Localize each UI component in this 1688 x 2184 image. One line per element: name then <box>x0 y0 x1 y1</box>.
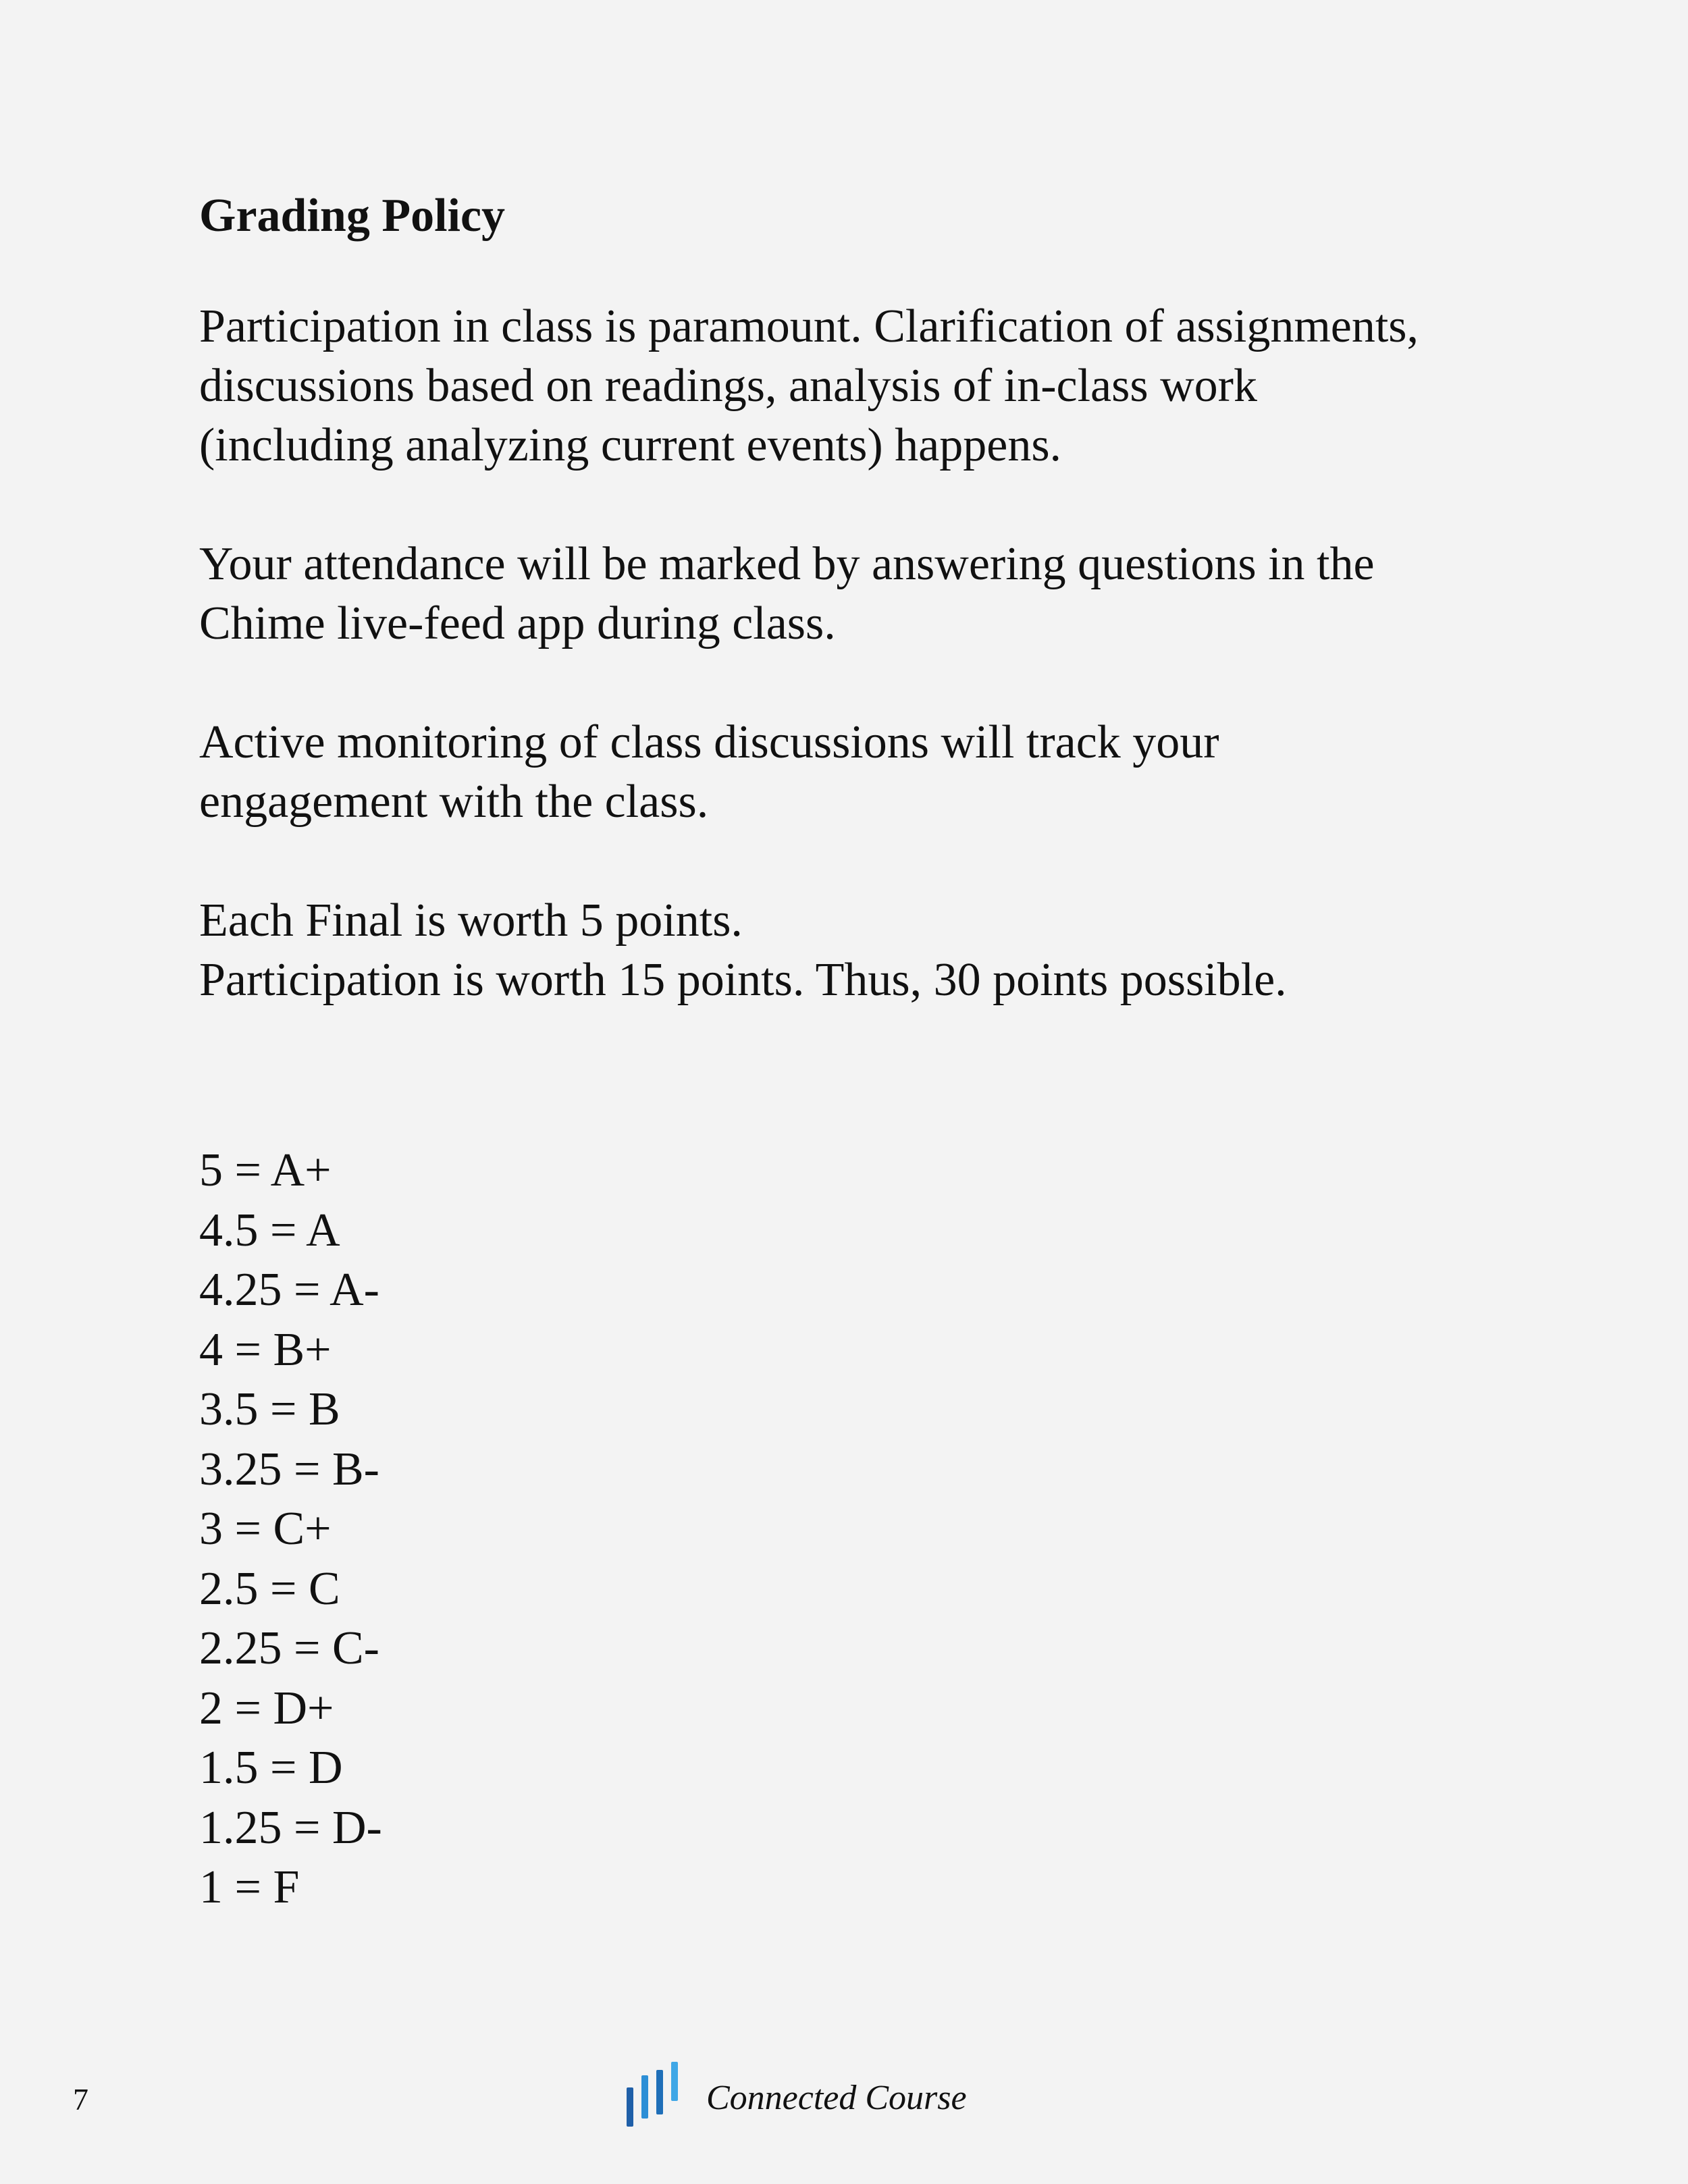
page-number: 7 <box>73 2082 88 2116</box>
grade-scale-row: 2 = D+ <box>199 1682 334 1734</box>
paragraph-line: discussions based on readings, analysis of in-class work <box>199 360 1257 412</box>
paragraph-line: (including analyzing current events) happens. <box>199 419 1062 471</box>
paragraph-line: Participation in class is paramount. Clarification of assignments, <box>199 300 1419 352</box>
logo-bar <box>656 2070 663 2114</box>
grade-scale-row: 3.5 = B <box>199 1383 340 1435</box>
grade-scale-row: 2.5 = C <box>199 1562 340 1615</box>
points-line: Participation is worth 15 points. Thus, 30 points possible. <box>199 954 1287 1006</box>
grade-scale-row: 1 = F <box>199 1861 300 1913</box>
paragraph-attendance <box>199 535 1550 654</box>
paragraph-line: engagement with the class. <box>199 776 709 828</box>
grade-scale-row: 5 = A+ <box>199 1144 332 1196</box>
page-content <box>199 182 1550 1010</box>
grade-scale <box>199 1141 382 1918</box>
logo-bar <box>641 2075 648 2119</box>
paragraph-participation <box>199 297 1550 475</box>
paragraph-monitoring <box>199 713 1550 832</box>
paragraph-line: Your attendance will be marked by answering questions in the <box>199 538 1375 590</box>
grade-scale-row: 3.25 = B- <box>199 1443 379 1495</box>
grade-scale-row: 1.25 = D- <box>199 1801 382 1854</box>
bar-logo-icon <box>624 2060 685 2128</box>
page-footer <box>0 2052 1688 2133</box>
logo-bar <box>671 2062 678 2101</box>
grade-scale-row: 4.25 = A- <box>199 1264 379 1316</box>
paragraph-line: Chime live-feed app during class. <box>199 597 836 649</box>
grade-scale-row: 4 = B+ <box>199 1323 332 1376</box>
footer-title: Connected Course <box>706 2079 967 2117</box>
points-summary <box>199 891 1550 1010</box>
points-line: Each Final is worth 5 points. <box>199 895 743 947</box>
grade-scale-row: 1.5 = D <box>199 1742 343 1794</box>
paragraph-line: Active monitoring of class discussions will track your <box>199 716 1219 768</box>
grade-scale-row: 2.25 = C- <box>199 1622 379 1674</box>
page-title: Grading Policy <box>199 190 506 242</box>
grade-scale-row: 3 = C+ <box>199 1503 332 1555</box>
logo-bar <box>627 2087 633 2127</box>
grade-scale-row: 4.5 = A <box>199 1204 340 1256</box>
